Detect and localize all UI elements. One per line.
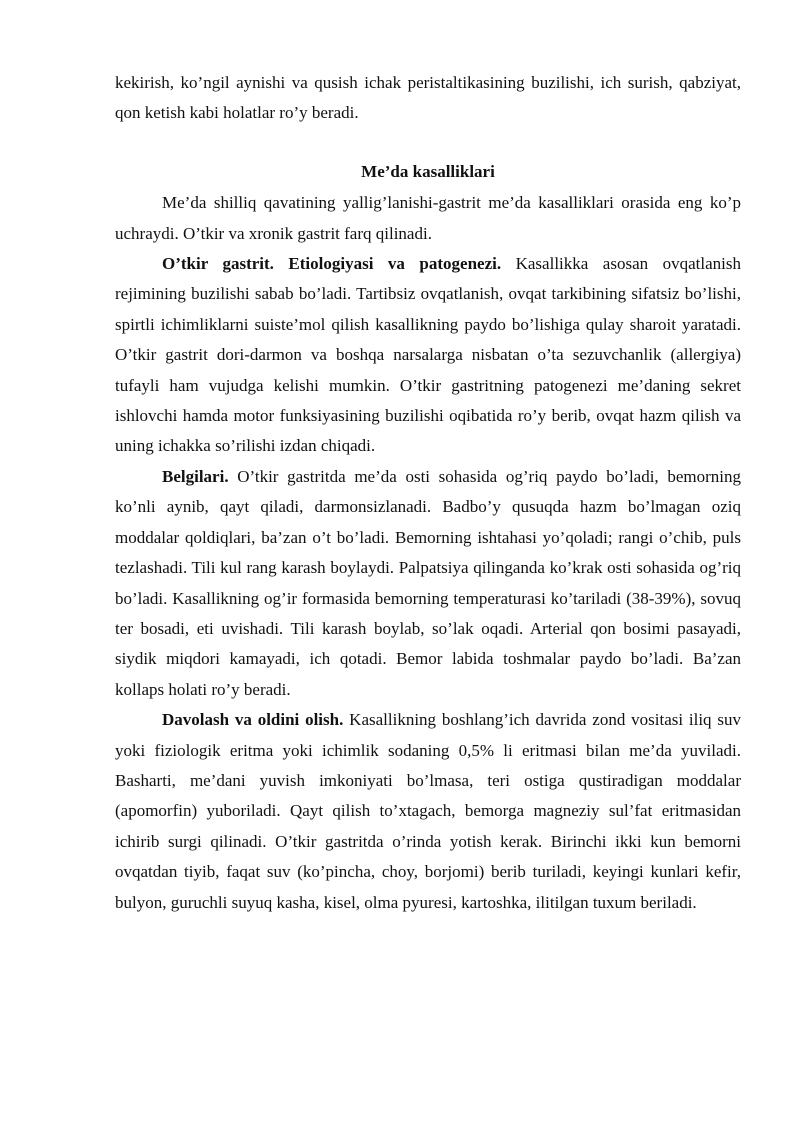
paragraph-symptoms bbox=[115, 462, 741, 705]
paragraph-body-treatment: Kasallikning boshlang’ich davrida zond vositasi iliq suv yoki fiziologik eritma yoki ichimlik sodaning 0,5% li eritmasi bilan me’da yuviladi. Basharti, me’dani yuvish imkoniyati bo’lmasa, teri ostiga qustiradigan moddalar (apomorfin) yuboriladi. Qayt qilish to’xtagach, bemorga magneziy sul’fat eritmasidan ichirib surgi qilinadi. O’tkir gastritda o’rinda yotish kerak. Birinchi ikki kun bemorni ovqatdan tiyib, faqat suv (ko’pincha, choy, borjomi) berib turiladi, keyingi kunlari kefir, bulyon, guruchli suyuq kasha, kisel, olma pyuresi, kartoshka, ilitilgan tuxum beriladi. bbox=[115, 710, 741, 912]
paragraph-lead-symptoms: Belgilari. bbox=[162, 466, 229, 486]
section-heading: Me’da kasalliklari bbox=[361, 161, 495, 181]
paragraph-treatment bbox=[115, 705, 741, 918]
paragraph-etiology bbox=[115, 249, 741, 462]
paragraph-body-etiology: Kasallikka asosan ovqatlanish rejimining buzilishi sabab bo’ladi. Tartibsiz ovqatlanish, ovqat tarkibining sifatsiz bo’lishi, spirtli ichimliklarni suiste’mol qilish kasallikning paydo bo’lishiga qulay sharoit yaratadi. O’tkir gastrit dori-darmon va boshqa narsalarga nisbatan o’ta sezuvchanlik (allergiya) tufayli ham vujudga kelishi mumkin. O’tkir gastritning patogenezi me’daning sekret ishlovchi hamda motor funksiyasining buzilishi oqibatida ro’y berib, ovqat hazm qilish va uning ichakka so’rilishi izdan chiqadi. bbox=[115, 254, 741, 456]
paragraph-lead-etiology: O’tkir gastrit. Etiologiyasi va patogenezi. bbox=[162, 254, 502, 274]
paragraph-body-symptoms: O’tkir gastritda me’da osti sohasida og’riq paydo bo’ladi, bemorning ko’nli aynib, qayt qiladi, darmonsizlanadi. Badbo’y qusuqda hazm bo’lmagan oziq moddalar qoldiqlari, ba’zan o’t bo’ladi. Bemorning ishtahasi yo’qoladi; rangi o’chib, puls tezlashadi. Tili kul rang karash boylaydi. Palpatsiya qilinganda ko’krak osti sohasida og’riq bo’ladi. Kasallikning og’ir formasida bemorning temperaturasi ko’tariladi (38-39%), sovuq ter bosadi, eti uvishadi. Tili karash boylab, so’lak oqadi. Arterial qon bosimi pasayadi, siydik miqdori kamayadi, ich qotadi. Bemor labida toshmalar paydo bo’ladi. Ba’zan kollaps holati ro’y beradi. bbox=[115, 466, 741, 699]
paragraph-intro: Me’da shilliq qavatining yallig’lanishi-gastrit me’da kasalliklari orasida eng ko’p uchraydi. O’tkir va xronik gastrit farq qilinadi. bbox=[115, 193, 741, 243]
document-page bbox=[115, 68, 741, 918]
paragraph-lead-treatment: Davolash va oldini olish. bbox=[162, 710, 344, 730]
paragraph-continuation: kekirish, ko’ngil aynishi va qusish ichak peristaltikasining buzilishi, ich surish, qabziyat, qon ketish kabi holatlar ro’y beradi. bbox=[115, 73, 741, 123]
